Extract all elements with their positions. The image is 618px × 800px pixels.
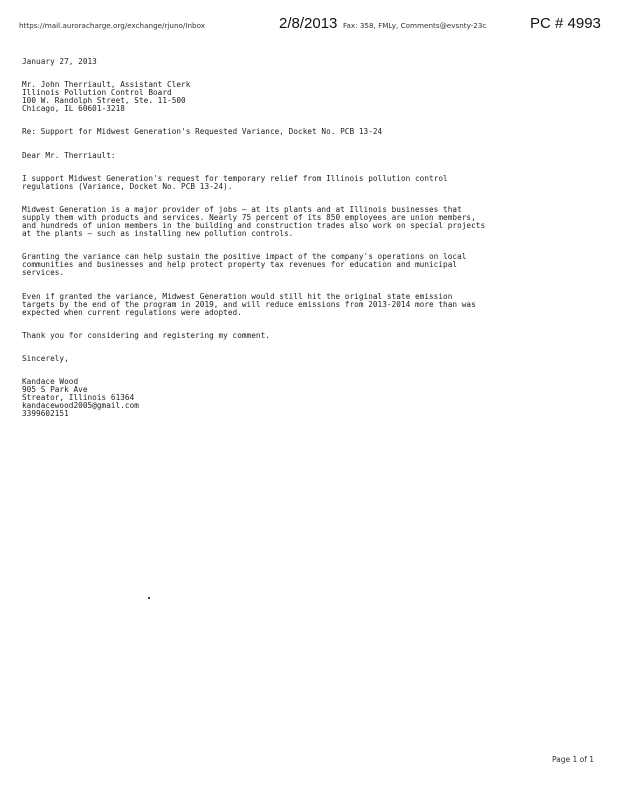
letter-body: [22, 58, 592, 418]
recipient-name: Mr. John Therriault, Assistant Clerk: [22, 80, 191, 90]
fax-header-url: https://mail.auroracharge.org/exchange/rjuno/Inbox: [19, 21, 206, 30]
scan-speck: [148, 597, 150, 599]
signature-email: kandacewood2005@gmail.com: [22, 401, 139, 411]
letter-salutation: Dear Mr. Therriault:: [22, 150, 116, 160]
letter-date: January 27, 2013: [22, 57, 97, 66]
signature-phone: 3399602151: [22, 409, 69, 419]
recipient-street: 100 W. Randolph Street, Ste. 11-500: [22, 96, 186, 106]
paragraph-support: I support Midwest Generation's request for temporary relief from Illinois pollution control regulations (Variance, Docket No. PCB 13-24).: [22, 173, 448, 191]
signature-name: Kandace Wood: [22, 376, 79, 386]
paragraph-jobs: Midwest Generation is a major provider of jobs — at its plants and at Illinois businesses that supply them with products and services. Nearly 75 percent of its 850 employees are union members, and hundreds of union members in the building and construction trades also work on special projects at the plants – such as installing new pollution controls.: [22, 204, 486, 239]
paragraph-communities: Granting the variance can help sustain the positive impact of the company's operations on local communities and businesses and help protect property tax revenues for education and municipal services.: [22, 252, 467, 278]
paragraph-emissions: Even if granted the variance, Midwest Generation would still hit the original state emission targets by the end of the program in 2019, and will reduce emissions from 2013-2014 more than was expected when current regulations were adopted.: [22, 291, 476, 317]
fax-sender-info: Fax: 358, FMLy, Comments@evsnty-23c: [343, 21, 487, 30]
public-comment-number: PC # 4993: [530, 15, 601, 32]
recipient-city: Chicago, IL 60601-3218: [22, 104, 125, 114]
letter-closing: Sincerely,: [22, 353, 69, 363]
page-number: Page 1 of 1: [552, 755, 595, 764]
signature-city: Streator, Illinois 61364: [22, 393, 135, 403]
recipient-organization: Illinois Pollution Control Board: [22, 88, 172, 98]
signature-street: 905 S Park Ave: [22, 385, 88, 395]
fax-date-stamp: 2/8/2013: [279, 15, 338, 32]
paragraph-thanks: Thank you for considering and registering my comment.: [22, 330, 270, 340]
letter-subject: Re: Support for Midwest Generation's Requested Variance, Docket No. PCB 13-24: [22, 127, 383, 137]
